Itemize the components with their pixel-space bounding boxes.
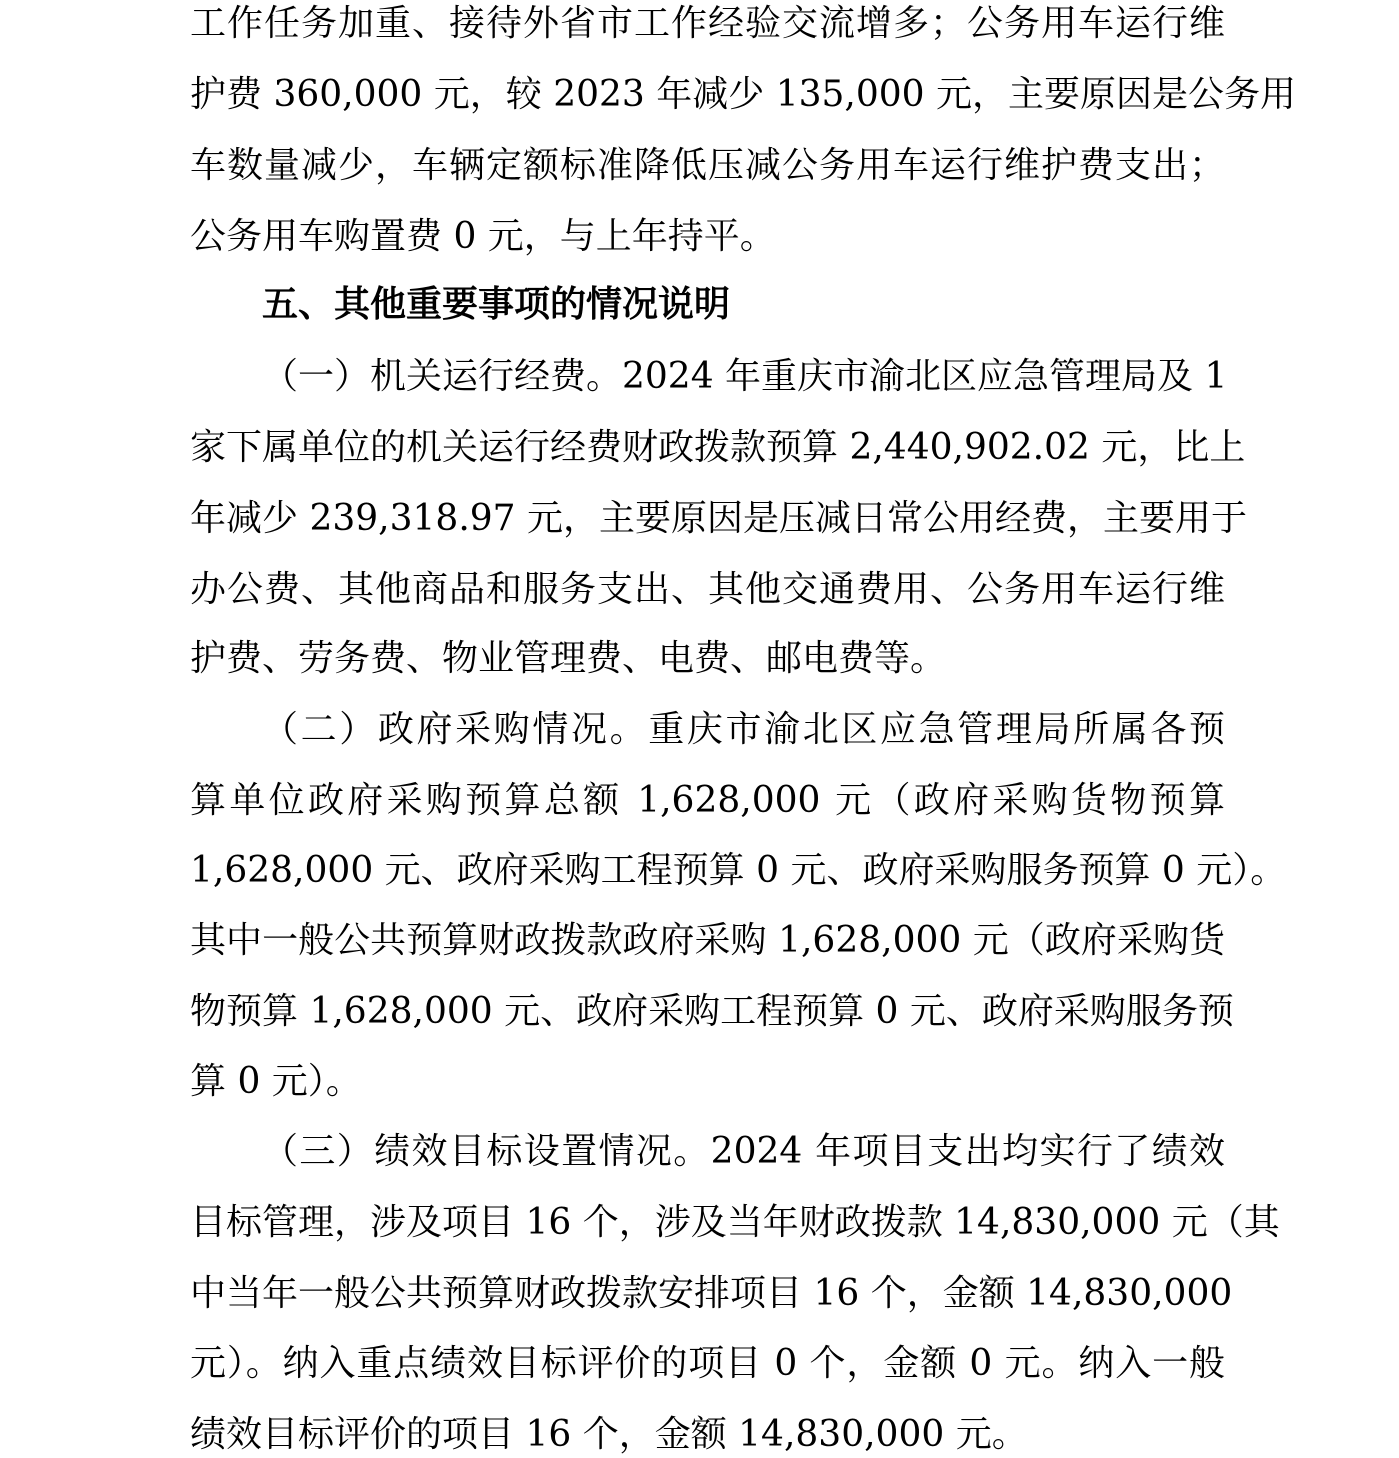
operating-expenses-line-5: 护费、劳务费、物业管理费、电费、邮电费等。 <box>190 638 947 679</box>
performance-line-5: 绩效目标评价的项目 16 个，金额 14,830,000 元。 <box>190 1414 1028 1455</box>
performance-line-1: （三）绩效目标设置情况。2024 年项目支出均实行了绩效 <box>262 1131 1225 1172</box>
intro-line-2: 护费 360,000 元，较 2023 年减少 135,000 元，主要原因是公务用 <box>190 74 1297 115</box>
procurement-line-5: 物预算 1,628,000 元、政府采购工程预算 0 元、政府采购服务预 <box>190 991 1234 1032</box>
procurement-line-2: 算单位政府采购预算总额 1,628,000 元（政府采购货物预算 <box>190 780 1225 821</box>
intro-line-3: 车数量减少，车辆定额标准降低压减公务用车运行维护费支出； <box>190 145 1225 186</box>
performance-line-4: 元）。纳入重点绩效目标评价的项目 0 个，金额 0 元。纳入一般 <box>190 1343 1225 1384</box>
operating-expenses-line-1: （一）机关运行经费。2024 年重庆市渝北区应急管理局及 1 <box>262 356 1228 397</box>
procurement-line-6: 算 0 元）。 <box>190 1061 362 1102</box>
intro-line-4: 公务用车购置费 0 元，与上年持平。 <box>190 216 776 257</box>
performance-line-2: 目标管理，涉及项目 16 个，涉及当年财政拨款 14,830,000 元（其 <box>190 1202 1280 1243</box>
operating-expenses-line-4: 办公费、其他商品和服务支出、其他交通费用、公务用车运行维 <box>190 569 1225 610</box>
intro-line-1: 工作任务加重、接待外省市工作经验交流增多；公务用车运行维 <box>190 3 1225 44</box>
operating-expenses-line-2: 家下属单位的机关运行经费财政拨款预算 2,440,902.02 元，比上 <box>190 427 1246 468</box>
operating-expenses-line-3: 年减少 239,318.97 元，主要原因是压减日常公用经费，主要用于 <box>190 498 1248 539</box>
performance-line-3: 中当年一般公共预算财政拨款安排项目 16 个，金额 14,830,000 <box>190 1273 1233 1314</box>
procurement-line-1: （二）政府采购情况。重庆市渝北区应急管理局所属各预 <box>262 709 1225 750</box>
procurement-line-4: 其中一般公共预算财政拨款政府采购 1,628,000 元（政府采购货 <box>190 920 1225 961</box>
procurement-line-3: 1,628,000 元、政府采购工程预算 0 元、政府采购服务预算 0 元）。 <box>190 850 1287 891</box>
section-heading: 五、其他重要事项的情况说明 <box>262 284 731 325</box>
